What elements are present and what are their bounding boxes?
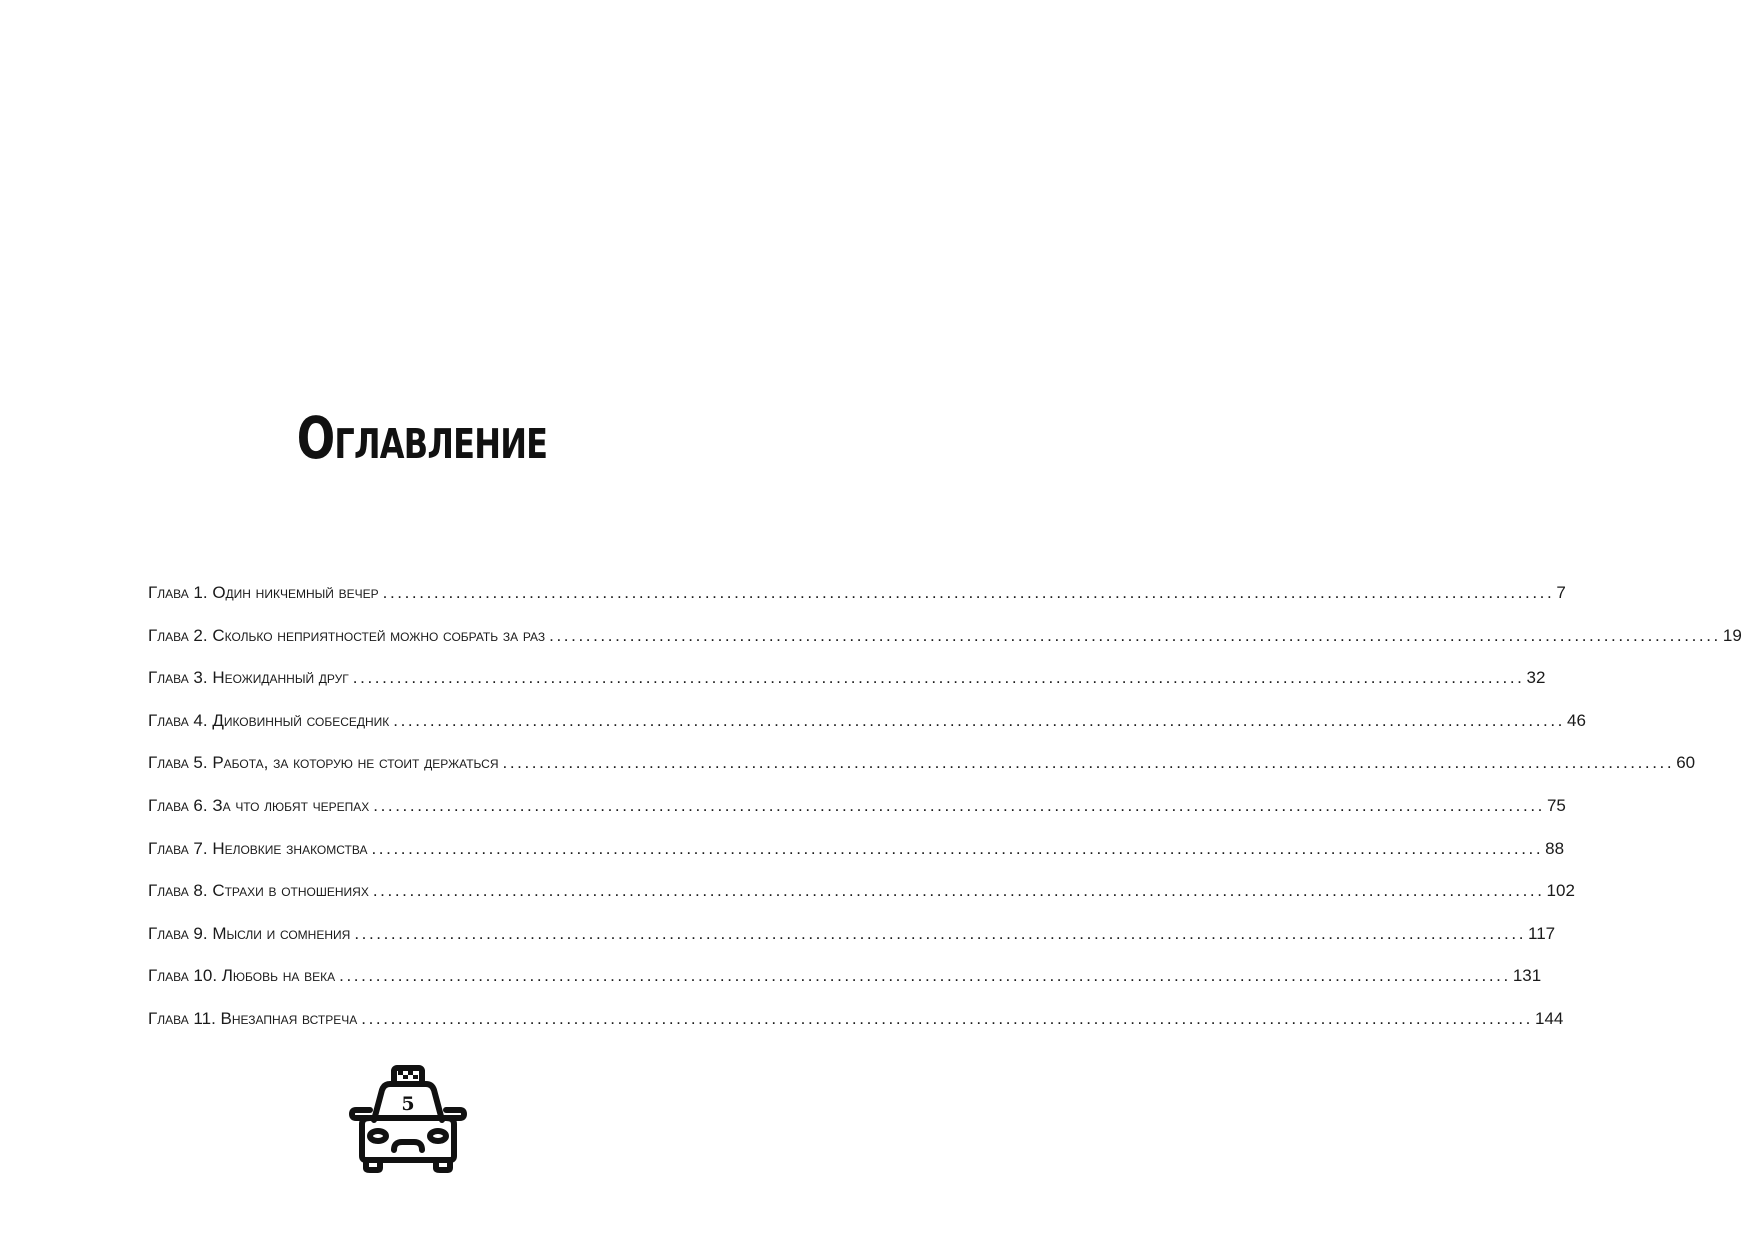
toc-entry-page: 60 <box>1676 753 1696 773</box>
toc-entry-page: 144 <box>1534 1008 1564 1028</box>
toc-dot-leader: ................................................................................................................................................................ <box>339 966 1511 986</box>
toc-entry[interactable] <box>148 668 1546 711</box>
toc-dot-leader: ................................................................................................................................................................ <box>373 795 1545 815</box>
toc-entry[interactable] <box>148 1008 1564 1052</box>
table-of-contents <box>148 583 1742 1052</box>
page-number: 5 <box>401 1093 415 1115</box>
toc-entry-page: 88 <box>1545 838 1565 858</box>
toc-entry-label: Глава 5. Работа, за которую не стоит держаться <box>148 753 499 773</box>
toc-entry[interactable] <box>148 881 1575 924</box>
toc-entry-page: 117 <box>1528 923 1556 943</box>
toc-entry[interactable] <box>148 795 1566 839</box>
toc-dot-leader: ................................................................................................................................................................ <box>393 710 1565 730</box>
toc-dot-leader: ................................................................................................................................................................ <box>549 625 1721 645</box>
toc-entry-label: Глава 1. Один никчемный вечер <box>148 583 379 602</box>
toc-entry-page: 75 <box>1546 795 1566 815</box>
toc-entry-label: Глава 7. Неловкие знакомства <box>148 838 368 858</box>
toc-entry[interactable] <box>148 710 1586 754</box>
toc-entry-label: Глава 3. Неожиданный друг <box>148 668 349 688</box>
toc-entry-page: 32 <box>1526 668 1546 688</box>
toc-entry-label: Глава 8. Страхи в отношениях <box>148 881 369 901</box>
toc-entry-page: 7 <box>1556 583 1566 602</box>
toc-entry-label: Глава 9. Мысли и сомнения <box>148 923 351 943</box>
page-title: Оглавление <box>296 404 548 472</box>
toc-dot-leader: ................................................................................................................................................................ <box>371 838 1544 858</box>
toc-entry-label: Глава 6. За что любят черепах <box>148 795 370 815</box>
toc-dot-leader: ................................................................................................................................................................ <box>382 583 1555 602</box>
toc-entry-label: Глава 2. Сколько неприятностей можно собрать за раз <box>148 625 546 645</box>
toc-entry-label: Глава 4. Диковинный собеседник <box>148 710 390 730</box>
toc-entry-page: 46 <box>1566 710 1586 730</box>
toc-entry[interactable] <box>148 583 1566 626</box>
toc-dot-leader: ................................................................................................................................................................ <box>372 881 1545 901</box>
toc-dot-leader: ................................................................................................................................................................ <box>361 1008 1533 1028</box>
toc-entry-label: Глава 11. Внезапная встреча <box>148 1008 358 1028</box>
toc-entry[interactable] <box>148 966 1542 1009</box>
taxi-icon <box>348 1062 468 1174</box>
toc-entry[interactable] <box>148 838 1565 882</box>
toc-dot-leader: ................................................................................................................................................................ <box>354 923 1527 943</box>
toc-dot-leader: ................................................................................................................................................................ <box>352 668 1525 688</box>
toc-entry[interactable] <box>148 625 1742 669</box>
toc-entry[interactable] <box>148 753 1696 796</box>
toc-entry-label: Глава 10. Любовь на века <box>148 966 336 986</box>
toc-entry-page: 19 <box>1722 625 1742 645</box>
toc-entry-page: 102 <box>1546 881 1575 901</box>
toc-entry-page: 131 <box>1512 966 1542 986</box>
toc-dot-leader: ................................................................................................................................................................ <box>502 753 1675 773</box>
toc-entry[interactable] <box>148 923 1556 967</box>
taxi-icon-graphic <box>348 1062 468 1174</box>
